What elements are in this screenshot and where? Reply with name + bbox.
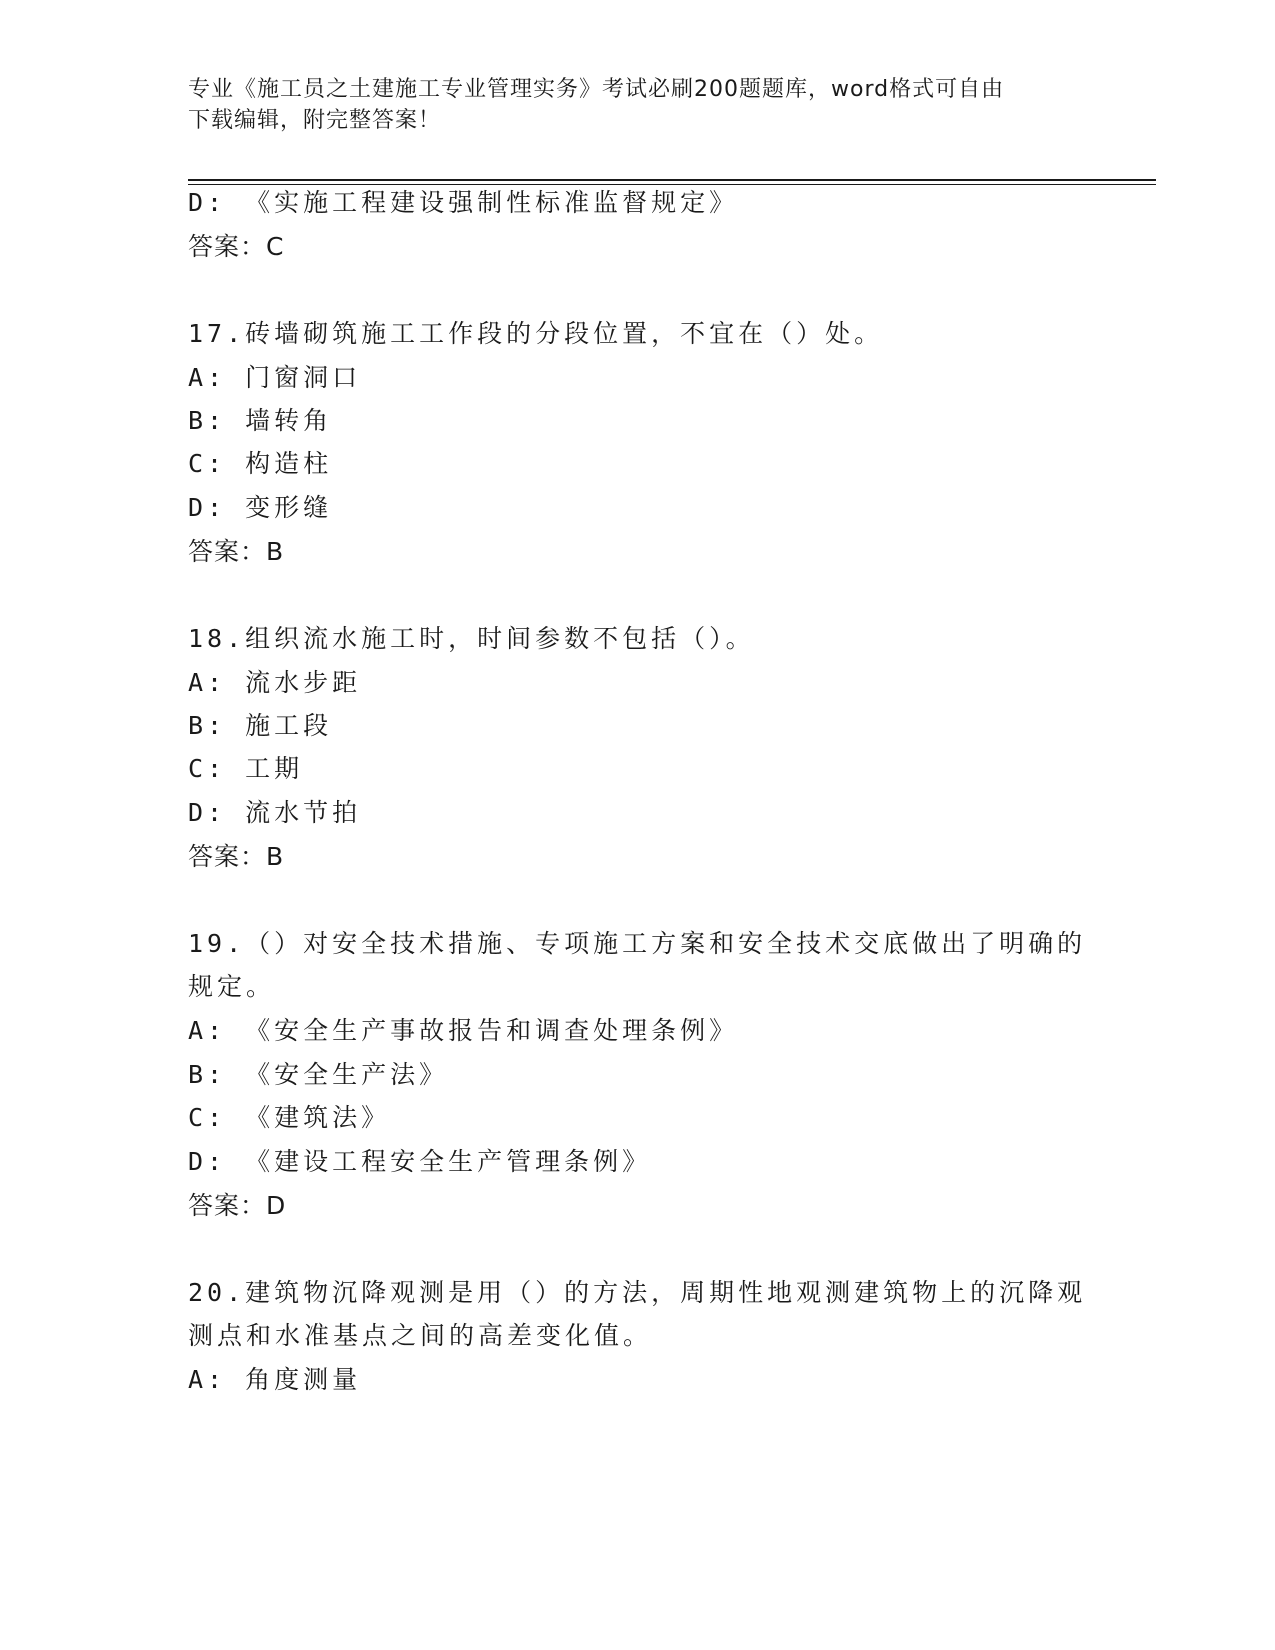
q19-option-b: B: 《安全生产法》 [188,1060,449,1089]
q18-option-b: B: 施工段 [188,711,333,740]
q19-option-c: C: 《建筑法》 [188,1103,391,1132]
q18-option-a: A: 流水步距 [188,668,362,697]
q20-stem-line-1: 20.建筑物沉降观测是用（）的方法，周期性地观测建筑物上的沉降观 [188,1278,1087,1307]
q17-option-d: D: 变形缝 [188,493,333,522]
q19-answer: 答案：D [188,1191,287,1220]
q19-stem-line-2: 规定。 [188,972,276,1001]
q17-option-c: C: 构造柱 [188,449,333,478]
q19-stem-line-1: 19.（）对安全技术措施、专项施工方案和安全技术交底做出了明确的 [188,929,1087,958]
q17-option-b: B: 墙转角 [188,406,333,435]
q17-stem: 17.砖墙砌筑施工工作段的分段位置，不宜在（）处。 [188,319,884,348]
header-line-1: 专业《施工员之土建施工专业管理实务》考试必刷200题题库，word格式可自由 [188,77,1005,102]
header-line-2: 下载编辑，附完整答案！ [188,108,442,133]
q20-option-a: A: 角度测量 [188,1365,362,1394]
q18-option-c: C: 工期 [188,754,304,783]
q17-answer: 答案：B [188,537,285,566]
document-header [188,74,1088,136]
q20-stem-line-2: 测点和水准基点之间的高差变化值。 [188,1321,653,1350]
header-divider-thick [188,179,1156,181]
q19-option-d: D: 《建设工程安全生产管理条例》 [188,1147,652,1176]
prev-answer: 答案：C [188,232,285,261]
header-divider-thin [188,184,1156,185]
q18-answer: 答案：B [188,842,285,871]
q18-stem: 18.组织流水施工时，时间参数不包括（）。 [188,624,755,653]
q17-option-a: A: 门窗洞口 [188,363,362,392]
q19-option-a: A: 《安全生产事故报告和调查处理条例》 [188,1016,739,1045]
q18-option-d: D: 流水节拍 [188,798,362,827]
prev-option-d: D: 《实施工程建设强制性标准监督规定》 [188,188,739,217]
